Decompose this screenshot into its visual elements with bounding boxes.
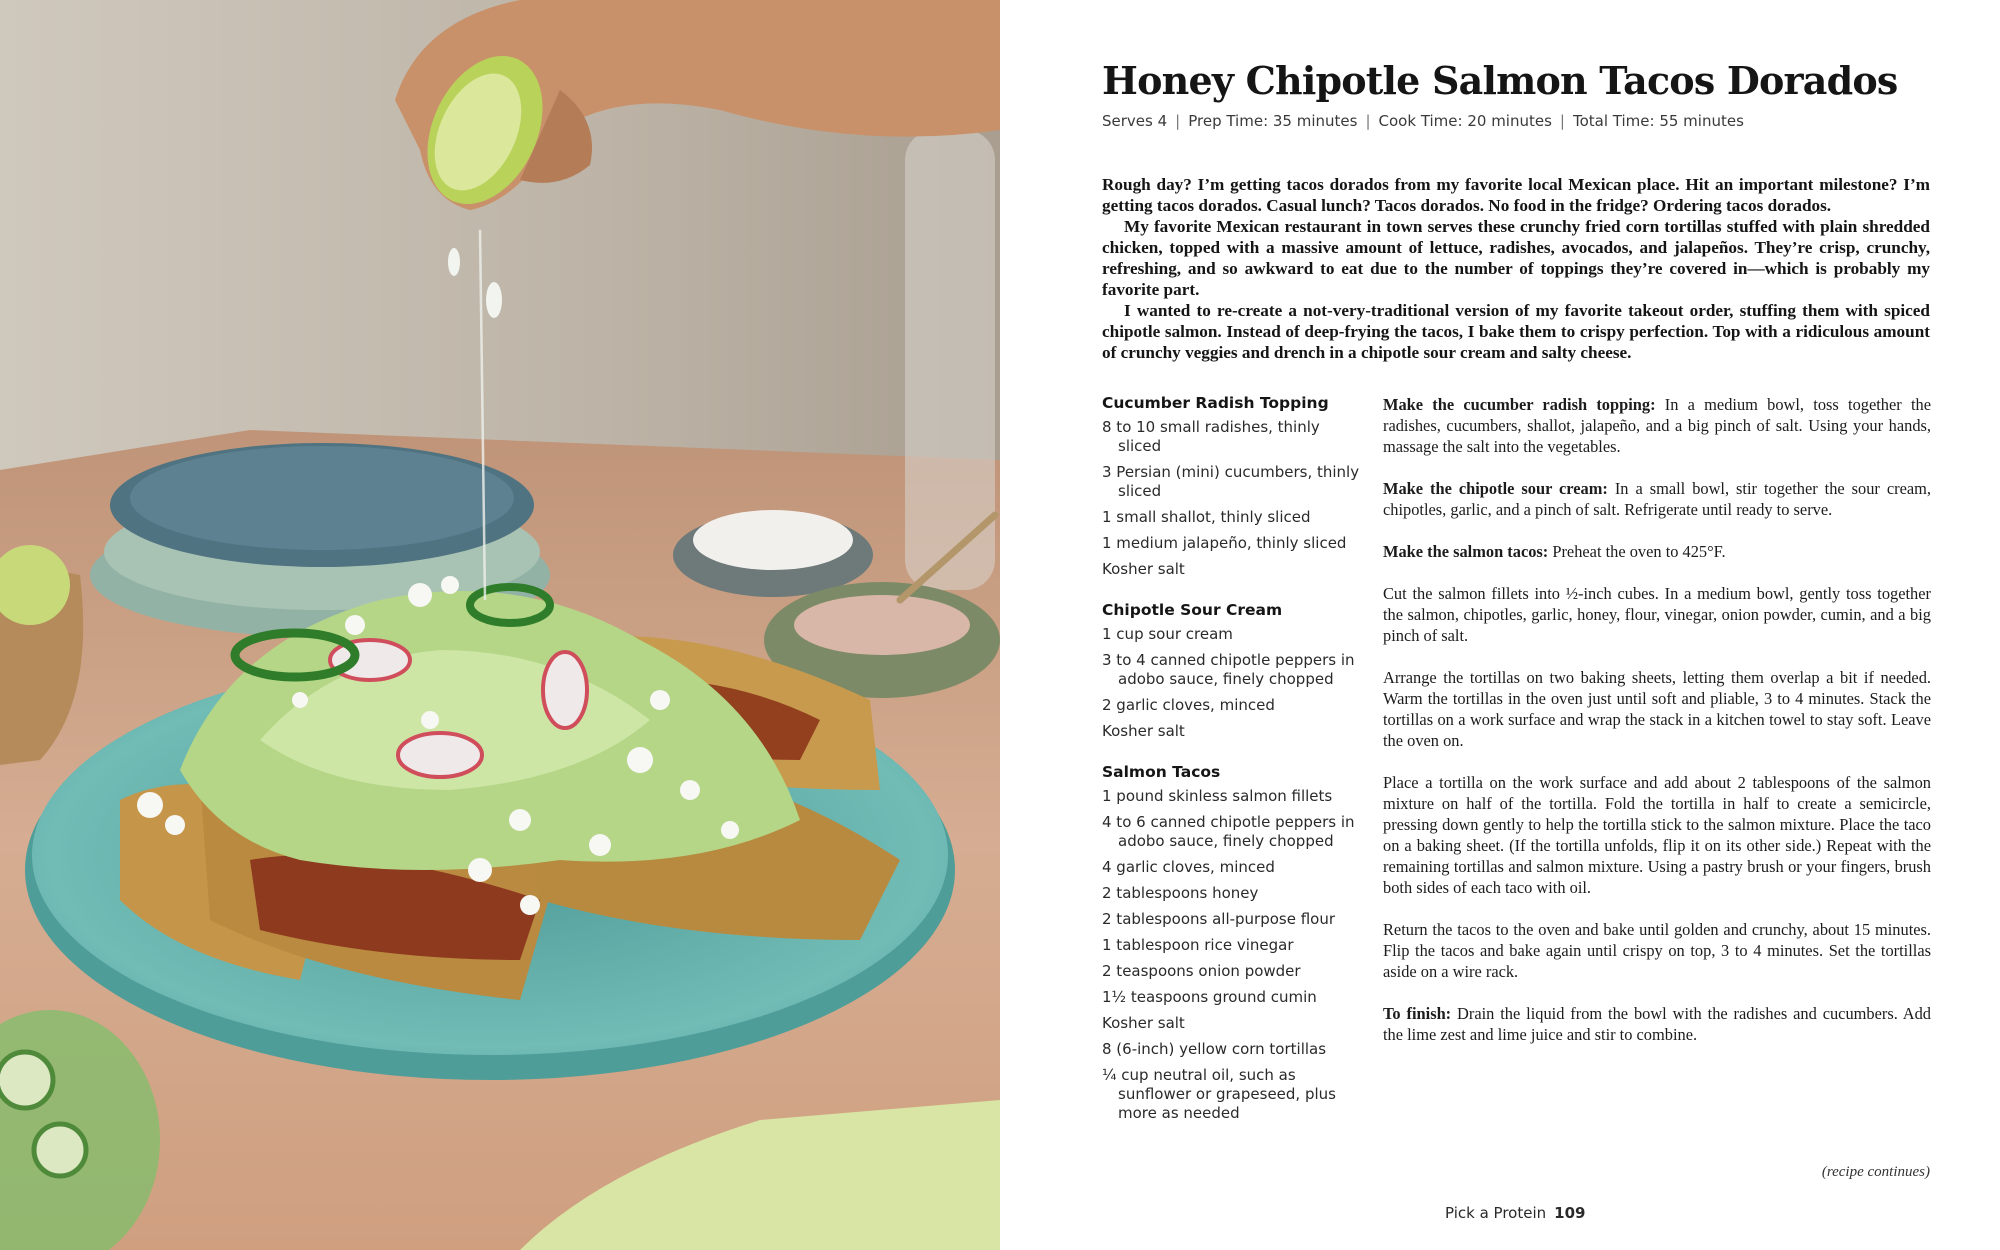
section-name: Pick a Protein xyxy=(1445,1204,1547,1222)
ingredient-item: 2 tablespoons honey xyxy=(1102,884,1259,902)
ingredient-item: ¼ cup neutral oil, such as sunflower or grapeseed, plus more as needed xyxy=(1102,1066,1336,1122)
meta-separator: | xyxy=(1175,112,1181,130)
method-step xyxy=(1383,919,1931,982)
ingredient-heading: Salmon Tacos xyxy=(1102,763,1221,781)
lime-juice-drop xyxy=(448,248,460,276)
ingredient-item: Kosher salt xyxy=(1102,560,1185,578)
stacked-plate-top-well xyxy=(130,446,514,550)
recipe-intro xyxy=(1102,174,1930,363)
step-text: Arrange the tortillas on two baking sheets, letting them overlap a bit if needed. Warm the tortillas in the oven just until soft and pliable, 3 to 4 minutes. Stack the tortillas on a work surface and wrap the stack in a kitchen towel to stay soft. Leave the oven on. xyxy=(1383,668,1931,750)
ingredient-item: 2 garlic cloves, minced xyxy=(1102,696,1275,714)
ingredient-item: 4 to 6 canned chipotle peppers in adobo sauce, finely chopped xyxy=(1102,813,1355,850)
intro-paragraph: I wanted to re-create a not-very-traditional version of my favorite takeout order, stuffing them with spiced chipotle salmon. Instead of deep-frying the tacos, I bake them to crispy perfection. Top with a ridiculous amount of crunchy veggies and drench in a chipotle sour cream and salty cheese. xyxy=(1102,301,1930,362)
meta-separator: | xyxy=(1559,112,1565,130)
ingredient-item: 1 pound skinless salmon fillets xyxy=(1102,787,1333,805)
ingredient-item: 2 tablespoons all-purpose flour xyxy=(1102,910,1336,928)
cucumber-slice xyxy=(0,1052,53,1108)
ingredient-item: Kosher salt xyxy=(1102,1014,1185,1032)
radish-slice xyxy=(543,652,587,728)
ingredient-item: Kosher salt xyxy=(1102,722,1185,740)
ingredient-item: 1 cup sour cream xyxy=(1102,625,1233,643)
step-text: Cut the salmon fillets into ½-inch cubes. In a medium bowl, gently toss together the salmon, chipotles, garlic, honey, flour, vinegar, onion powder, cumin, and a big pinch of salt. xyxy=(1383,584,1931,645)
ingredient-item: 3 to 4 canned chipotle peppers in adobo sauce, finely chopped xyxy=(1102,651,1355,688)
method-step xyxy=(1383,583,1931,646)
recipe-continues-note: (recipe continues) xyxy=(1821,1164,1930,1180)
step-lead: Make the chipotle sour cream: xyxy=(1383,479,1608,498)
lime-juice-drop xyxy=(486,282,502,318)
page-number: 109 xyxy=(1554,1204,1586,1222)
radish-slice xyxy=(398,733,482,777)
ingredient-heading: Cucumber Radish Topping xyxy=(1102,394,1329,412)
ingredient-item: 1 tablespoon rice vinegar xyxy=(1102,936,1294,954)
ingredient-heading: Chipotle Sour Cream xyxy=(1102,601,1283,619)
step-text: Return the tacos to the oven and bake until golden and crunchy, about 15 minutes. Flip the tacos and bake again until crispy on top, 3 to 4 minutes. Set the tortillas aside on a wire rack. xyxy=(1383,920,1931,981)
ingredient-item: 2 teaspoons onion powder xyxy=(1102,962,1301,980)
total-time: Total Time: 55 minutes xyxy=(1572,112,1744,130)
ingredient-section xyxy=(1102,394,1362,579)
step-text: Place a tortilla on the work surface and add about 2 tablespoons of the salmon mixture on half of the tortilla. Fold the tortilla in half to create a semicircle, pressing down gently to help the tortilla stick to the salmon mixture. Place the taco on a baking sheet. (If the tortilla unfolds, flip it on its other side.) Repeat with the remaining tortillas and salmon mixture. Using a pastry brush or your fingers, brush both sides of each taco with oil. xyxy=(1383,773,1931,897)
ingredient-section xyxy=(1102,601,1362,741)
method-step xyxy=(1383,667,1931,751)
intro-paragraph: Rough day? I’m getting tacos dorados from my favorite local Mexican place. Hit an important milestone? I’m getting tacos dorados. Casual lunch? Tacos dorados. No food in the fridge? Ordering tacos dorados. xyxy=(1102,175,1930,215)
cook-time: Cook Time: 20 minutes xyxy=(1378,112,1552,130)
recipe-page xyxy=(1000,0,2000,1250)
ingredient-item: 8 (6-inch) yellow corn tortillas xyxy=(1102,1040,1327,1058)
ingredient-item: 8 to 10 small radishes, thinly sliced xyxy=(1102,418,1320,455)
ingredient-item: 1½ teaspoons ground cumin xyxy=(1102,988,1317,1006)
ingredient-item: 1 medium jalapeño, thinly sliced xyxy=(1102,534,1347,552)
page-footer xyxy=(1445,1204,1585,1222)
ingredient-list xyxy=(1102,394,1362,1145)
method-step xyxy=(1383,541,1931,562)
chipotle-sour-cream xyxy=(794,595,970,655)
ingredient-item: 3 Persian (mini) cucumbers, thinly sliced xyxy=(1102,463,1360,500)
method-step xyxy=(1383,478,1931,520)
step-text: In a medium bowl, toss together the radishes, cucumbers, shallot, jalapeño, and a big pinch of salt. Using your hands, massage the salt into the vegetables. xyxy=(1383,395,1931,456)
step-lead: To finish: xyxy=(1383,1004,1452,1023)
recipe-meta xyxy=(1102,112,1962,130)
step-text: Preheat the oven to 425°F. xyxy=(1548,542,1726,561)
prep-time: Prep Time: 35 minutes xyxy=(1188,112,1358,130)
glass-carafe xyxy=(905,130,995,590)
recipe-title: Honey Chipotle Salmon Tacos Dorados xyxy=(1102,58,1898,103)
ingredient-item: 1 small shallot, thinly sliced xyxy=(1102,508,1311,526)
meta-separator: | xyxy=(1365,112,1371,130)
intro-paragraph: My favorite Mexican restaurant in town serves these crunchy fried corn tortillas stuffed with plain shredded chicken, topped with a massive amount of lettuce, radishes, avocados, and jalapeños. They’re crisp, crunchy, refreshing, and so awkward to eat due to the number of toppings they’re covered in—which is probably my favorite part. xyxy=(1102,217,1930,299)
ingredient-item: 4 garlic cloves, minced xyxy=(1102,858,1275,876)
method-steps xyxy=(1383,394,1931,1066)
method-step xyxy=(1383,772,1931,898)
step-text: In a small bowl, stir together the sour cream, chipotles, garlic, and a pinch of salt. Refrigerate until ready to serve. xyxy=(1383,479,1931,519)
method-step xyxy=(1383,1003,1931,1045)
cucumber-slice xyxy=(34,1124,86,1176)
step-text: Drain the liquid from the bowl with the radishes and cucumbers. Add the lime zest and lime juice and stir to combine. xyxy=(1383,1004,1932,1044)
ingredient-section xyxy=(1102,763,1362,1123)
step-lead: Make the cucumber radish topping: xyxy=(1383,395,1656,414)
step-lead: Make the salmon tacos: xyxy=(1383,542,1549,561)
serves: Serves 4 xyxy=(1102,112,1168,130)
method-step xyxy=(1383,394,1931,457)
crumbled-cheese xyxy=(693,510,853,570)
